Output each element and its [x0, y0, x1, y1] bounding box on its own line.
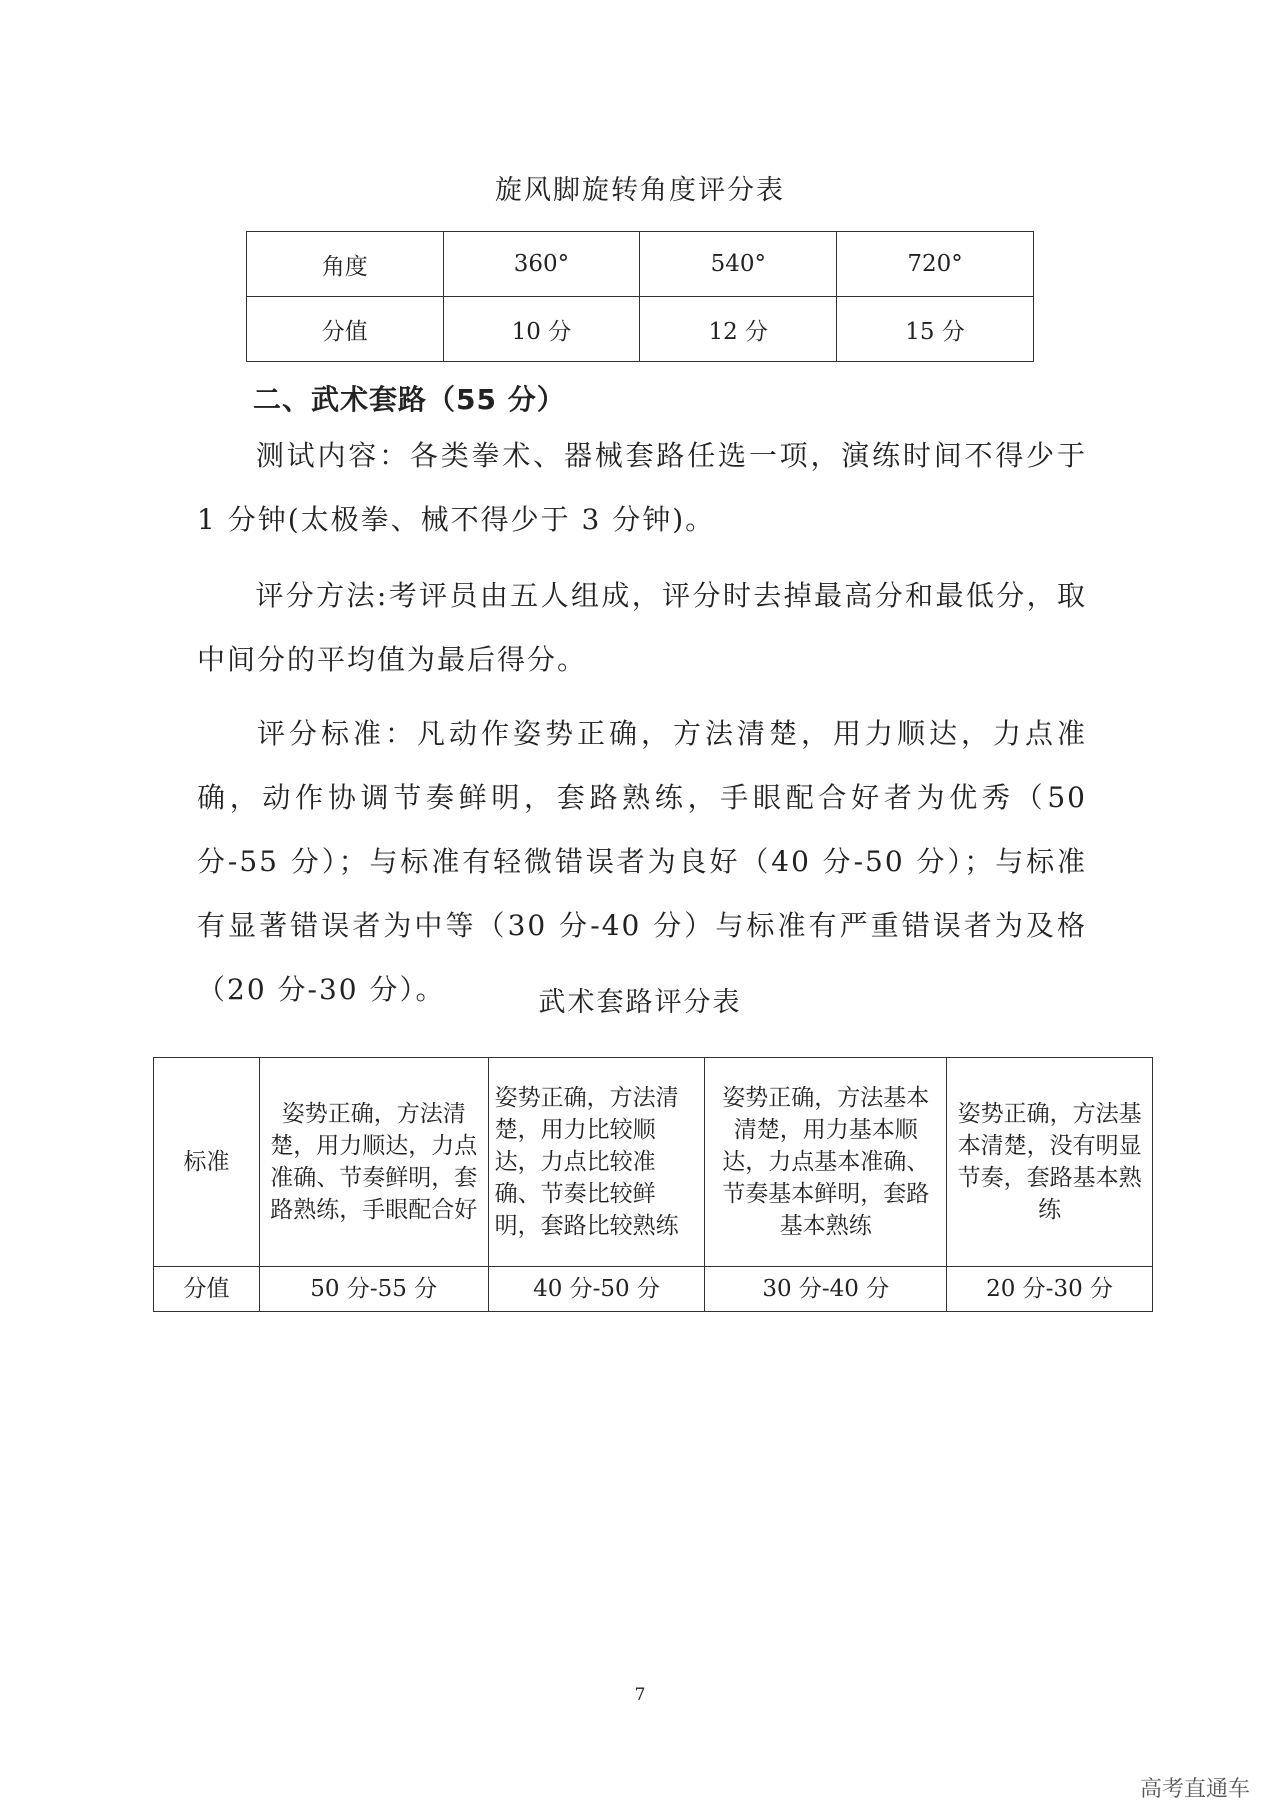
scoring-method-text: 评分方法:考评员由五人组成，评分时去掉最高分和最低分，取中间分的平均值为最后得分。	[197, 579, 1087, 676]
table-row	[154, 1267, 1153, 1312]
standard-cell: 姿势正确，方法清楚，用力比较顺达，力点比较准确、节奏比较鲜明，套路比较熟练	[488, 1058, 705, 1267]
table-cell: 540°	[640, 232, 837, 297]
test-content-text: 测试内容：各类拳术、器械套路任选一项，演练时间不得少于 1 分钟(太极拳、械不得少于 3 分钟)。	[197, 439, 1087, 536]
scoring-standard-text: 评分标准：凡动作姿势正确，方法清楚，用力顺达，力点准确，动作协调节奏鲜明，套路熟练，手眼配合好者为优秀（50 分-55 分）；与标准有轻微错误者为良好（40 分-50 分）；与标准有显著错误者为中等（30 分-40 分）与标准有严重错误者为及格（20 分-30 分）。	[197, 717, 1087, 1006]
scoring-standard-paragraph	[197, 702, 1087, 1022]
page-number: 7	[634, 1685, 646, 1705]
watermark: 高考直通车	[1139, 1777, 1250, 1802]
score-cell: 20 分-30 分	[947, 1267, 1153, 1312]
wushu-routine-score-table	[153, 1057, 1153, 1312]
test-content-paragraph	[197, 424, 1087, 552]
table2-title: 武术套路评分表	[538, 987, 742, 1018]
table-row	[247, 297, 1034, 362]
table-cell: 360°	[443, 232, 640, 297]
section-heading: 二、武术套路（55 分）	[253, 383, 566, 416]
standard-cell: 姿势正确，方法清楚，用力顺达，力点准确、节奏鲜明，套路熟练，手眼配合好	[259, 1058, 488, 1267]
standard-cell: 姿势正确，方法基本清楚，没有明显节奏，套路基本熟练	[947, 1058, 1153, 1267]
table-cell: 720°	[837, 232, 1034, 297]
score-cell: 30 分-40 分	[705, 1267, 947, 1312]
table-cell: 15 分	[837, 297, 1034, 362]
score-cell: 40 分-50 分	[488, 1267, 705, 1312]
table-cell: 12 分	[640, 297, 837, 362]
standard-label-cell: 标准	[154, 1058, 260, 1267]
table-cell: 角度	[247, 232, 444, 297]
table-cell: 10 分	[443, 297, 640, 362]
standard-cell: 姿势正确，方法基本清楚，用力基本顺达，力点基本准确、节奏基本鲜明，套路基本熟练	[705, 1058, 947, 1267]
score-label-cell: 分值	[154, 1267, 260, 1312]
scoring-method-paragraph	[197, 564, 1087, 692]
table-cell: 分值	[247, 297, 444, 362]
rotation-angle-score-table	[246, 231, 1034, 362]
table-row	[247, 232, 1034, 297]
table-row	[154, 1058, 1153, 1267]
score-cell: 50 分-55 分	[259, 1267, 488, 1312]
table1-title: 旋风脚旋转角度评分表	[495, 175, 785, 206]
